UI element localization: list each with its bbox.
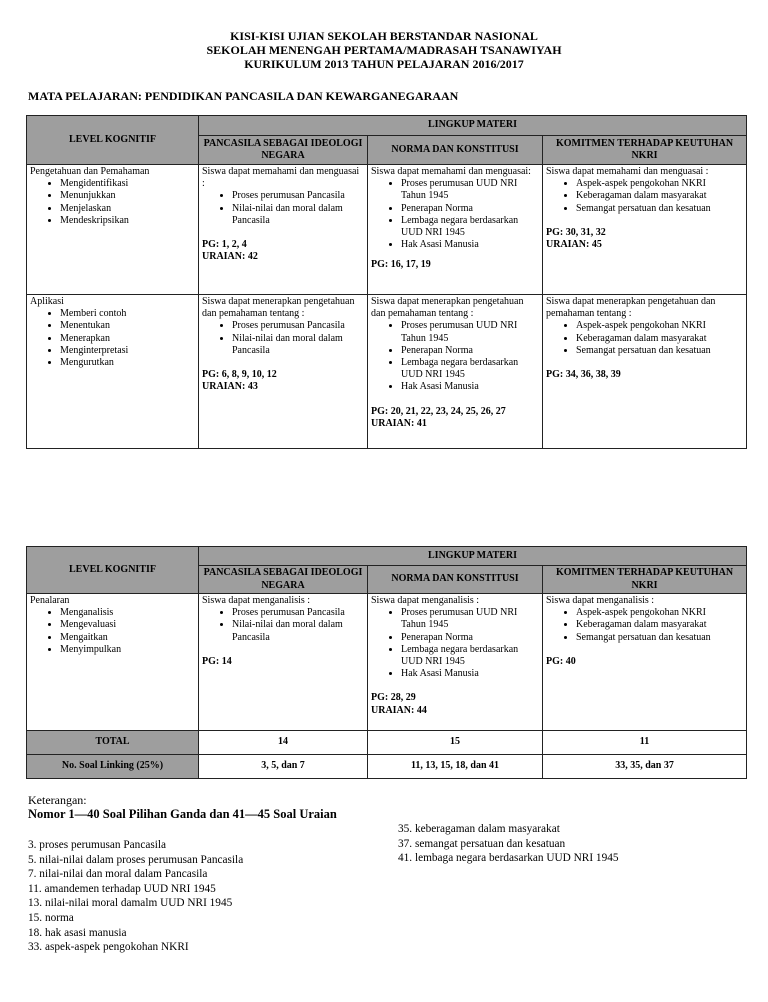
linking-pancasila: 3, 5, dan 7	[199, 755, 368, 779]
uraian-numbers: URAIAN: 43	[202, 381, 258, 393]
linking-row	[27, 755, 747, 779]
pancasila-cell	[199, 295, 368, 449]
note-item: 11. amandemen terhadap UUD NRI 1945	[28, 882, 216, 895]
header-line-3: KURIKULUM 2013 TAHUN PELAJARAN 2016/2017	[244, 57, 524, 71]
level-title: Aplikasi	[30, 296, 64, 307]
list-item: • Penerapan Norma	[401, 345, 539, 357]
list-item: • Nilai-nilai dan moral dalam Pancasila	[232, 619, 364, 643]
list-item: • Semangat persatuan dan kesatuan	[576, 345, 743, 357]
list-item: • Hak Asasi Manusia	[401, 381, 539, 393]
list-item: • Aspek-aspek pengokohan NKRI	[576, 178, 743, 190]
col-norma-header: NORMA DAN KONSTITUSI	[368, 566, 543, 594]
pancasila-cell	[199, 165, 368, 295]
list-item: • Hak Asasi Manusia	[401, 239, 539, 251]
total-pancasila: 14	[199, 731, 368, 755]
list-item: • Menerapkan	[60, 333, 195, 345]
level-cell	[27, 165, 199, 295]
norma-cell	[368, 165, 543, 295]
total-row	[27, 731, 747, 755]
col-pancasila-header: PANCASILA SEBAGAI IDEOLOGI NEGARA	[199, 136, 368, 165]
pg-numbers: PG: 6, 8, 9, 10, 12	[202, 369, 277, 381]
list-item: • Menyimpulkan	[60, 644, 195, 656]
lingkup-materi-header: LINGKUP MATERI	[199, 547, 747, 566]
uraian-numbers: URAIAN: 42	[202, 251, 258, 263]
total-label: TOTAL	[27, 731, 199, 755]
list-item: • Menjelaskan	[60, 203, 195, 215]
list-item: • Aspek-aspek pengokohan NKRI	[576, 320, 743, 332]
level-kognitif-header: LEVEL KOGNITIF	[27, 547, 199, 594]
level-kognitif-header: LEVEL KOGNITIF	[27, 116, 199, 165]
list-item: • Aspek-aspek pengokohan NKRI	[576, 607, 743, 619]
list-item: • Menganalisis	[60, 607, 195, 619]
list-item: • Keberagaman dalam masyarakat	[576, 333, 743, 345]
cell-intro: Siswa dapat memahami dan menguasai :	[546, 166, 709, 177]
level-cell	[27, 594, 199, 731]
col-pancasila-header: PANCASILA SEBAGAI IDEOLOGI NEGARA	[199, 566, 368, 594]
pg-numbers: PG: 30, 31, 32	[546, 226, 606, 238]
level-list	[30, 308, 195, 369]
col-nkri-header: KOMITMEN TERHADAP KEUTUHAN NKRI	[543, 136, 747, 165]
list-item: • Lembaga negara berdasarkan UUD NRI 1945	[401, 644, 539, 668]
list-item: • Menentukan	[60, 320, 195, 332]
list-item: • Lembaga negara berdasarkan UUD NRI 1945	[401, 215, 539, 239]
list-item: • Proses perumusan UUD NRI Tahun 1945	[401, 320, 539, 344]
header-line-2: SEKOLAH MENENGAH PERTAMA/MADRASAH TSANAWIYAH	[206, 43, 562, 57]
list-item: • Mendeskripsikan	[60, 215, 195, 227]
note-item: 18. hak asasi manusia	[28, 926, 127, 939]
note-item: 41. lembaga negara berdasarkan UUD NRI 1945	[398, 852, 619, 865]
note-item: 13. nilai-nilai moral damalm UUD NRI 1945	[28, 897, 233, 910]
kisi-table-1	[26, 115, 747, 449]
pg-numbers: PG: 14	[202, 655, 232, 667]
linking-label: No. Soal Linking (25%)	[27, 755, 199, 779]
header-line-1: KISI-KISI UJIAN SEKOLAH BERSTANDAR NASIONAL	[230, 29, 538, 43]
note-item: 35. keberagaman dalam masyarakat	[398, 823, 560, 835]
col-norma-header: NORMA DAN KONSTITUSI	[368, 136, 543, 165]
list-item: • Menginterpretasi	[60, 345, 195, 357]
pg-numbers: PG: 34, 36, 38, 39	[546, 369, 621, 381]
pg-numbers: PG: 28, 29	[371, 692, 416, 704]
linking-norma: 11, 13, 15, 18, dan 41	[368, 755, 543, 779]
cell-intro: Siswa dapat menerapkan pengetahuan dan pemahaman tentang :	[371, 296, 524, 320]
cell-intro: Siswa dapat menganalisis :	[371, 595, 480, 606]
list-item: • Mengevaluasi	[60, 619, 195, 631]
row-pengetahuan	[27, 165, 747, 295]
nkri-cell	[543, 165, 747, 295]
total-nkri: 11	[543, 731, 747, 755]
cell-intro: Siswa dapat menganalisis :	[546, 595, 655, 606]
cell-intro: Siswa dapat menerapkan pengetahuan dan pemahaman tentang :	[546, 296, 716, 320]
list-item: • Nilai-nilai dan moral dalam Pancasila	[232, 203, 364, 227]
col-nkri-header: KOMITMEN TERHADAP KEUTUHAN NKRI	[543, 566, 747, 594]
linking-nkri: 33, 35, dan 37	[543, 755, 747, 779]
pg-numbers: PG: 40	[546, 655, 576, 667]
level-list	[30, 607, 195, 656]
kisi-table-2	[26, 546, 747, 779]
list-item: • Nilai-nilai dan moral dalam Pancasila	[232, 333, 364, 357]
list-item: • Keberagaman dalam masyarakat	[576, 619, 743, 631]
total-norma: 15	[368, 731, 543, 755]
pg-numbers: PG: 20, 21, 22, 23, 24, 25, 26, 27	[371, 405, 506, 417]
note-item: 15. norma	[28, 911, 74, 924]
note-item: 5. nilai-nilai dalam proses perumusan Pancasila	[28, 853, 244, 866]
notes-left	[28, 838, 243, 955]
pg-numbers: PG: 1, 2, 4	[202, 239, 247, 251]
cell-intro: Siswa dapat memahami dan menguasai:	[371, 166, 531, 177]
pg-numbers: PG: 16, 17, 19	[371, 259, 431, 271]
norma-cell	[368, 295, 543, 449]
list-item: • Proses perumusan Pancasila	[232, 190, 364, 202]
notes-right	[398, 822, 619, 866]
nkri-cell	[543, 295, 747, 449]
list-item: • Keberagaman dalam masyarakat	[576, 190, 743, 202]
uraian-numbers: URAIAN: 41	[371, 417, 427, 429]
level-title: Pengetahuan dan Pemahaman	[30, 166, 150, 177]
note-item: 33. aspek-aspek pengokohan NKRI	[28, 941, 189, 954]
note-item: 7. nilai-nilai dan moral dalam Pancasila	[28, 868, 208, 881]
list-item: • Penerapan Norma	[401, 632, 539, 644]
row-penalaran	[27, 594, 747, 731]
list-item: • Proses perumusan UUD NRI Tahun 1945	[401, 607, 539, 631]
list-item: • Semangat persatuan dan kesatuan	[576, 203, 743, 215]
list-item: • Semangat persatuan dan kesatuan	[576, 632, 743, 644]
list-item: • Proses perumusan UUD NRI Tahun 1945	[401, 178, 539, 202]
nkri-cell	[543, 594, 747, 731]
cell-intro: Siswa dapat memahami dan menguasai :	[202, 166, 360, 190]
note-item: 3. proses perumusan Pancasila	[28, 839, 167, 851]
uraian-numbers: URAIAN: 45	[546, 239, 602, 251]
level-title: Penalaran	[30, 595, 70, 606]
pancasila-cell	[199, 594, 368, 731]
norma-cell	[368, 594, 543, 731]
list-item: • Memberi contoh	[60, 308, 195, 320]
subject-title: MATA PELAJARAN: PENDIDIKAN PANCASILA DAN KEWARGANEGARAAN	[28, 89, 459, 103]
list-item: • Lembaga negara berdasarkan UUD NRI 1945	[401, 357, 539, 381]
list-item: • Mengaitkan	[60, 632, 195, 644]
lingkup-materi-header: LINGKUP MATERI	[199, 116, 747, 136]
list-item: • Penerapan Norma	[401, 203, 539, 215]
list-item: • Proses perumusan Pancasila	[232, 320, 364, 332]
level-list	[30, 178, 195, 227]
list-item: • Mengidentifikasi	[60, 178, 195, 190]
keterangan-label: Keterangan:	[28, 793, 87, 807]
list-item: • Hak Asasi Manusia	[401, 668, 539, 680]
uraian-numbers: URAIAN: 44	[371, 704, 427, 716]
cell-intro: Siswa dapat menerapkan pengetahuan dan pemahaman tentang :	[202, 296, 355, 320]
cell-intro: Siswa dapat menganalisis :	[202, 595, 311, 606]
list-item: • Proses perumusan Pancasila	[232, 607, 364, 619]
keterangan-bold-line: Nomor 1—40 Soal Pilihan Ganda dan 41—45 Soal Uraian	[28, 807, 337, 821]
list-item: • Menunjukkan	[60, 190, 195, 202]
note-item: 37. semangat persatuan dan kesatuan	[398, 837, 566, 850]
row-aplikasi	[27, 295, 747, 449]
level-cell	[27, 295, 199, 449]
list-item: • Mengurutkan	[60, 357, 195, 369]
